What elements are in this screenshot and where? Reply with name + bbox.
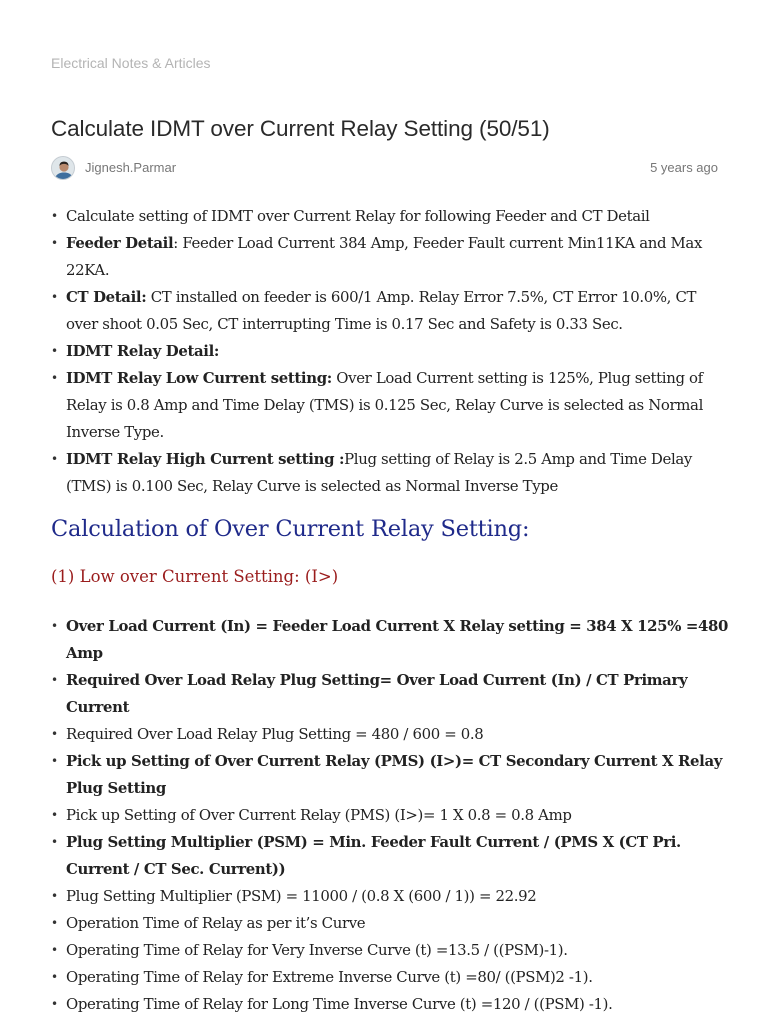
intro-list	[51, 203, 731, 500]
avatar-icon	[52, 157, 75, 180]
list-item: • Operating Time of Relay for Long Time Inverse Curve (t) =120 / ((PSM) -1).	[51, 991, 731, 1018]
article-meta	[51, 156, 718, 182]
list-item: • Over Load Current (In) = Feeder Load Current X Relay setting = 384 X 125% =480 Amp	[51, 613, 731, 667]
list-item: • Calculate setting of IDMT over Current Relay for following Feeder and CT Detail	[51, 203, 731, 230]
section-subheading: (1) Low over Current Setting: (I>)	[51, 567, 339, 586]
list-item: • Required Over Load Relay Plug Setting = 480 / 600 = 0.8	[51, 721, 731, 748]
category-link[interactable]: Electrical Notes & Articles	[51, 55, 211, 71]
list-item: • Required Over Load Relay Plug Setting= Over Load Current (In) / CT Primary Current	[51, 667, 731, 721]
author-avatar[interactable]	[51, 156, 75, 180]
list-item: • Pick up Setting of Over Current Relay (PMS) (I>)= 1 X 0.8 = 0.8 Amp	[51, 802, 731, 829]
list-item: • Operation Time of Relay as per it’s Curve	[51, 910, 731, 937]
list-item: • Operating Time of Relay for Very Inverse Curve (t) =13.5 / ((PSM)-1).	[51, 937, 731, 964]
section-heading: Calculation of Over Current Relay Setting:	[51, 516, 530, 542]
calculation-list	[51, 613, 731, 1018]
list-item: • IDMT Relay High Current setting :Plug setting of Relay is 2.5 Amp and Time Delay (TMS) is 0.100 Sec, Relay Curve is selected as Normal Inverse Type	[51, 446, 731, 500]
author-name[interactable]: Jignesh.Parmar	[85, 160, 177, 175]
list-item: • Operating Time of Relay for Extreme Inverse Curve (t) =80/ ((PSM)2 -1).	[51, 964, 731, 991]
article-title: Calculate IDMT over Current Relay Setting (50/51)	[51, 116, 550, 141]
list-item: • CT Detail: CT installed on feeder is 600/1 Amp. Relay Error 7.5%, CT Error 10.0%, CT over shoot 0.05 Sec, CT interrupting Time is 0.17 Sec and Safety is 0.33 Sec.	[51, 284, 731, 338]
list-item: • IDMT Relay Detail:	[51, 338, 731, 365]
list-item: • Plug Setting Multiplier (PSM) = 11000 / (0.8 X (600 / 1)) = 22.92	[51, 883, 731, 910]
list-item: • Plug Setting Multiplier (PSM) = Min. Feeder Fault Current / (PMS X (CT Pri. Current / CT Sec. Current))	[51, 829, 731, 883]
list-item: • Feeder Detail: Feeder Load Current 384 Amp, Feeder Fault current Min11KA and Max 22KA.	[51, 230, 731, 284]
post-date: 5 years ago	[650, 160, 718, 175]
list-item: • Pick up Setting of Over Current Relay (PMS) (I>)= CT Secondary Current X Relay Plug Setting	[51, 748, 731, 802]
list-item: • IDMT Relay Low Current setting: Over Load Current setting is 125%, Plug setting of Relay is 0.8 Amp and Time Delay (TMS) is 0.125 Sec, Relay Curve is selected as Normal Inverse Type.	[51, 365, 731, 446]
